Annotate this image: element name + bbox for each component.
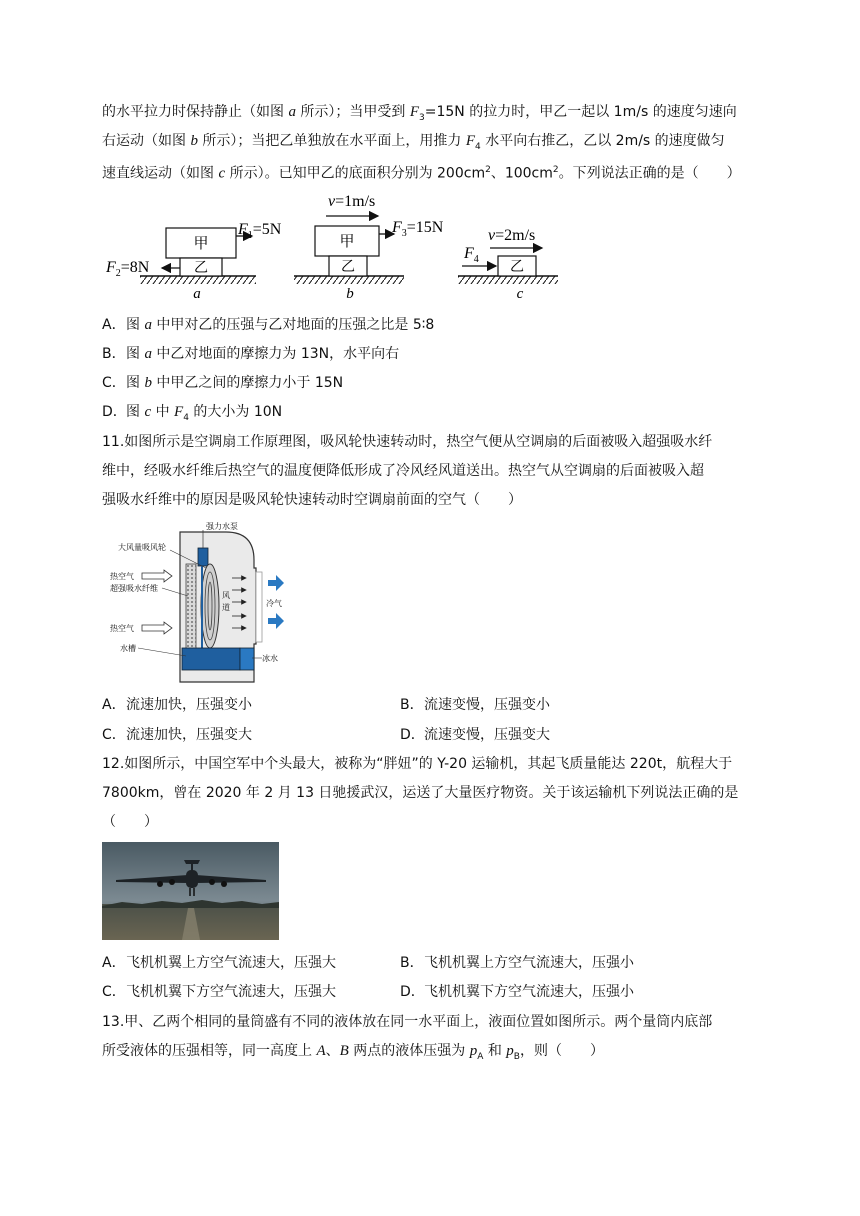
q11-option-a[interactable]: A．流速加快，压强变小: [102, 697, 252, 713]
force-label-f4: $F_4$: [464, 245, 479, 265]
figure-a: [105, 221, 282, 300]
q11-stem-line-3: 强吸水纤维中的原因是吸风轮快速转动时空调扇前面的空气（ ）: [102, 492, 522, 508]
ground-a: [140, 276, 256, 284]
force-label-f2: $F_2=8N$: [106, 259, 150, 279]
q12-stem-line-1: 12.如图所示，中国空军中个头最大，被称为“胖妞”的 Y-20 运输机，其起飞质量能达 220t，航程大于: [102, 756, 733, 772]
q11-option-d[interactable]: D．流速变慢，压强变大: [400, 727, 550, 743]
block-yi-a-label: 乙: [194, 261, 208, 276]
pump-icon: [198, 548, 208, 566]
q11-stem-line-2: 维中，经吸水纤维后热空气的温度便降低形成了冷风经风道送出。热空气从空调扇的后面被吸入超: [102, 463, 704, 479]
cold-air-label: 冷气: [266, 599, 282, 608]
q10-option-a[interactable]: A．图 a 中甲对乙的压强与乙对地面的压强之比是 5∶8: [102, 317, 435, 333]
block-yi-c-label: 乙: [510, 260, 524, 275]
fiber-label: 超强吸水纤维: [110, 584, 158, 593]
velocity-label-b: v=1m/s: [328, 193, 376, 210]
q10-force-diagram: [102, 192, 562, 300]
hot-air-label-2: 热空气: [110, 624, 134, 633]
tank-label: 水槽: [120, 644, 136, 653]
ground-c: [458, 276, 558, 284]
q10-stem-line-1: 的水平拉力时保持静止（如图 a 所示）；当甲受到 $F_3=15N$ 的拉力时，甲乙一起以 1m/s 的速度匀速向: [102, 104, 737, 123]
duct-label-2: 道: [222, 603, 230, 612]
q12-option-d[interactable]: D．飞机机翼下方空气流速大，压强小: [400, 984, 634, 1000]
hot-air-label-1: 热空气: [110, 572, 134, 581]
fan-label: 大风量吸风轮: [118, 543, 166, 552]
figure-c: [458, 227, 558, 300]
q11-stem-line-1: 11.如图所示是空调扇工作原理图，吸风轮快速转动时，热空气便从空调扇的后面被吸入超强吸水纤: [102, 434, 713, 450]
q12-stem-line-3: （ ）: [102, 814, 158, 830]
q10-stem: [102, 98, 766, 185]
figure-c-label: c: [516, 286, 524, 300]
q11-fan-diagram: [106, 520, 302, 688]
hot-air-arrow-1: [142, 570, 172, 582]
block-jia-a-label: 甲: [193, 236, 209, 252]
ice-water-area: [240, 648, 254, 670]
fan-wheel-icon: [201, 564, 219, 648]
ground-b: [294, 276, 404, 284]
q11-stem: [102, 428, 766, 515]
fiber-pad: [186, 564, 196, 650]
figure-b: [294, 193, 444, 300]
figure-a-label: a: [193, 286, 201, 300]
block-yi-b-label: 乙: [341, 260, 355, 275]
cold-air-arrow-1: [268, 575, 284, 591]
water-tank: [182, 648, 240, 670]
q10-stem-line-3: 速直线运动（如图 c 所示）。已知甲乙的底面积分别为 $200cm^2$、$100cm^2$。下列说法正确的是（ ）: [102, 165, 741, 182]
front-grille: [256, 572, 262, 642]
q12-option-a[interactable]: A．飞机机翼上方空气流速大，压强大: [102, 955, 336, 971]
q12-airplane-photo: [102, 842, 279, 940]
q11-option-b[interactable]: B．流速变慢，压强变小: [400, 697, 550, 713]
q13-stem-line-2: 所受液体的压强相等，同一高度上 A、B 两点的液体压强为 $p_A$ 和 $p_B$，则（ ）: [102, 1043, 604, 1062]
duct-label-1: 风: [222, 591, 230, 600]
pump-label: 强力水泵: [206, 522, 238, 531]
velocity-label-c: v=2m/s: [488, 227, 536, 244]
q11-option-c[interactable]: C．流速加快，压强变大: [102, 727, 252, 743]
block-jia-b-label: 甲: [339, 234, 355, 250]
force-label-f1: $F_1=5N$: [238, 221, 282, 241]
force-label-f3: $F_3=15N$: [392, 219, 444, 239]
q13-stem: [102, 1008, 766, 1066]
q13-stem-line-1: 13.甲、乙两个相同的量筒盛有不同的液体放在同一水平面上，液面位置如图所示。两个量筒内底部: [102, 1014, 713, 1030]
hot-air-arrow-2: [142, 622, 172, 634]
q10-option-c[interactable]: C．图 b 中甲乙之间的摩擦力小于 15N: [102, 375, 344, 391]
q12-stem-line-2: 7800km，曾在 2020 年 2 月 13 日驰援武汉，运送了大量医疗物资。关于该运输机下列说法正确的是: [102, 785, 739, 801]
ice-water-label: 冰水: [262, 654, 278, 663]
q10-option-b[interactable]: B．图 a 中乙对地面的摩擦力为 13N，水平向右: [102, 346, 400, 362]
q10-stem-line-2: 右运动（如图 b 所示）；当把乙单独放在水平面上，用推力 $F_4$ 水平向右推乙，乙以 2m/s 的速度做匀: [102, 133, 725, 152]
q12-option-b[interactable]: B．飞机机翼上方空气流速大，压强小: [400, 955, 634, 971]
cold-air-arrow-2: [268, 613, 284, 629]
q12-option-c[interactable]: C．飞机机翼下方空气流速大，压强大: [102, 984, 336, 1000]
tank-pointer: [138, 648, 186, 656]
figure-b-label: b: [346, 286, 354, 300]
q12-stem: [102, 750, 766, 837]
q10-option-d[interactable]: D．图 c 中 $F_4$ 的大小为 10N: [102, 404, 283, 423]
